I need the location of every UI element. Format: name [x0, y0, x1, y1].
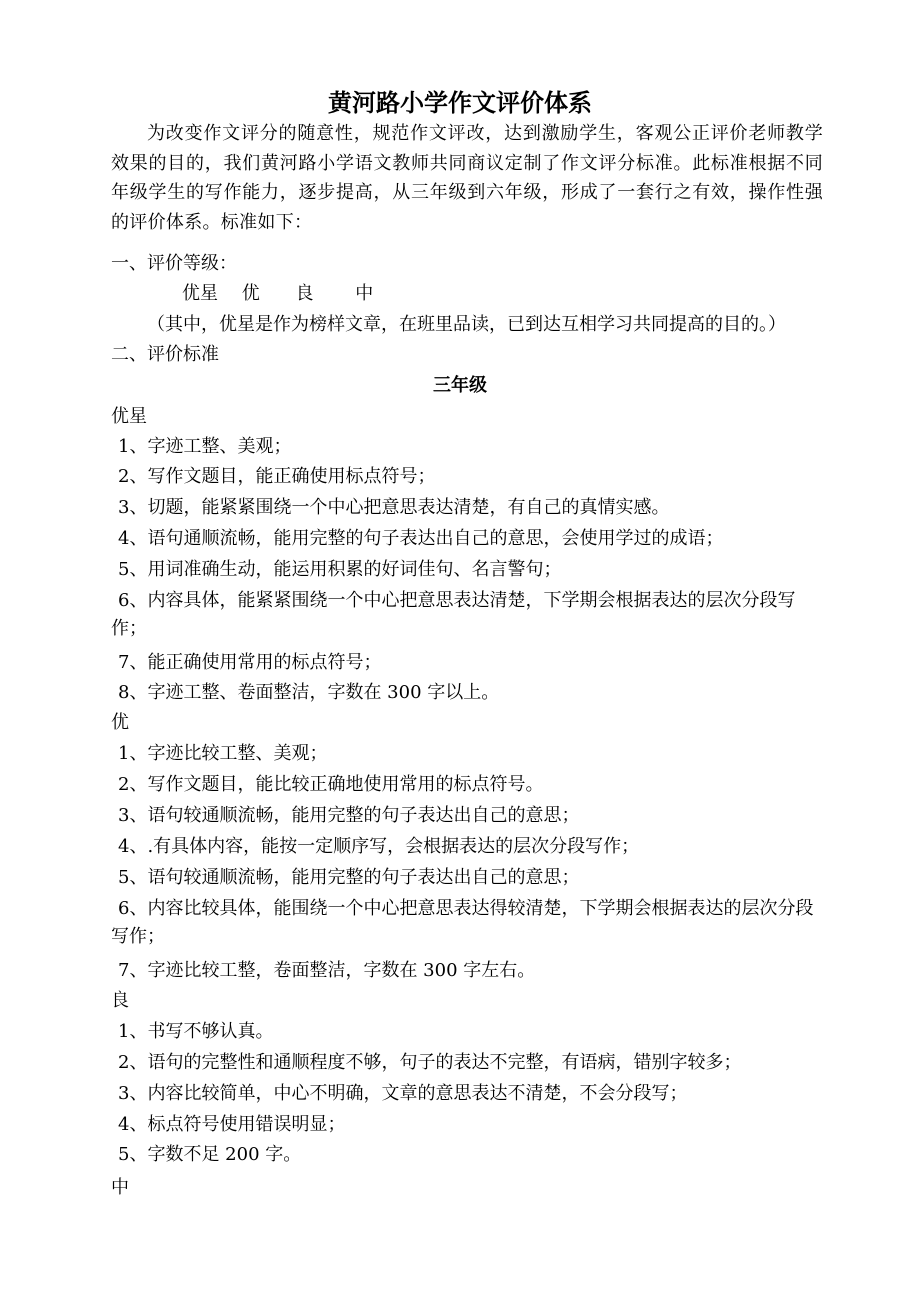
criterion-item: 4、标点符号使用错误明显；: [118, 1114, 346, 1135]
criterion-item: 4、.有具体内容，能按一定顺序写，会根据表达的层次分段写作；: [118, 836, 640, 857]
group-label: 良: [111, 990, 129, 1011]
document-title: 黄河路小学作文评价体系: [328, 89, 592, 117]
section2-heading: 二、评价标准: [111, 344, 219, 365]
level-label: 优星: [182, 283, 218, 304]
levels-row: [182, 281, 373, 307]
level-label: 中: [355, 283, 374, 304]
criterion-item: 5、语句较通顺流畅，能用完整的句子表达出自己的意思；: [118, 867, 580, 888]
grade-title: 三年级: [433, 375, 487, 396]
level-label: 良: [295, 283, 314, 304]
criterion-item: 6、内容具体，能紧紧围绕一个中心把意思表达清楚，下学期会根据表达的层次分段写作；: [111, 590, 796, 639]
criterion-item: 1、字迹工整、美观；: [118, 436, 292, 457]
group-label: 优星: [111, 406, 147, 427]
criterion-item: 2、写作文题目，能正确使用标点符号；: [118, 466, 436, 487]
criterion-item: 5、用词准确生动，能运用积累的好词佳句、名言警句；: [118, 559, 562, 580]
criterion-item: 1、书写不够认真。: [118, 1021, 274, 1042]
criterion-item: 4、语句通顺流畅，能用完整的句子表达出自己的意思，会使用学过的成语；: [118, 528, 724, 549]
criterion-item: 3、语句较通顺流畅，能用完整的句子表达出自己的意思；: [118, 805, 580, 826]
criterion-item: 8、字迹工整、卷面整洁，字数在 300 字以上。: [118, 682, 500, 703]
criterion-item: 3、内容比较简单，中心不明确，文章的意思表达不清楚，不会分段写；: [118, 1083, 688, 1104]
criterion-item: 6、内容比较具体，能围绕一个中心把意思表达得较清楚，下学期会根据表达的层次分段写作；: [111, 898, 814, 947]
criterion-item: 3、切题，能紧紧围绕一个中心把意思表达清楚，有自己的真情实感。: [118, 497, 670, 518]
criterion-item: 7、能正确使用常用的标点符号；: [118, 652, 382, 673]
group-label: 中: [111, 1177, 129, 1198]
criterion-item: 1、字迹比较工整、美观；: [118, 743, 328, 764]
intro-paragraph: 为改变作文评分的随意性，规范作文评改，达到激励学生，客观公正评价老师教学效果的目的，我们黄河路小学语文教师共同商议定制了作文评分标准。此标准根据不同年级学生的写作能力，逐步提高，从三年级到六年级，形成了一套行之有效，操作性强的评价体系。标准如下：: [111, 123, 823, 233]
criterion-item: 7、字迹比较工整，卷面整洁，字数在 300 字左右。: [118, 960, 536, 981]
group-label: 优: [111, 712, 129, 733]
criterion-item: 2、写作文题目，能比较正确地使用常用的标点符号。: [118, 774, 544, 795]
level-label: 优: [241, 283, 260, 304]
criterion-item: 2、语句的完整性和通顺程度不够，句子的表达不完整，有语病，错别字较多；: [118, 1052, 742, 1073]
criterion-item: 5、字数不足 200 字。: [118, 1144, 302, 1165]
section1-heading: 一、评价等级：: [111, 253, 237, 274]
note-text: （其中，优星是作为榜样文章，在班里品读，已到达互相学习共同提高的目的。）: [147, 314, 786, 335]
